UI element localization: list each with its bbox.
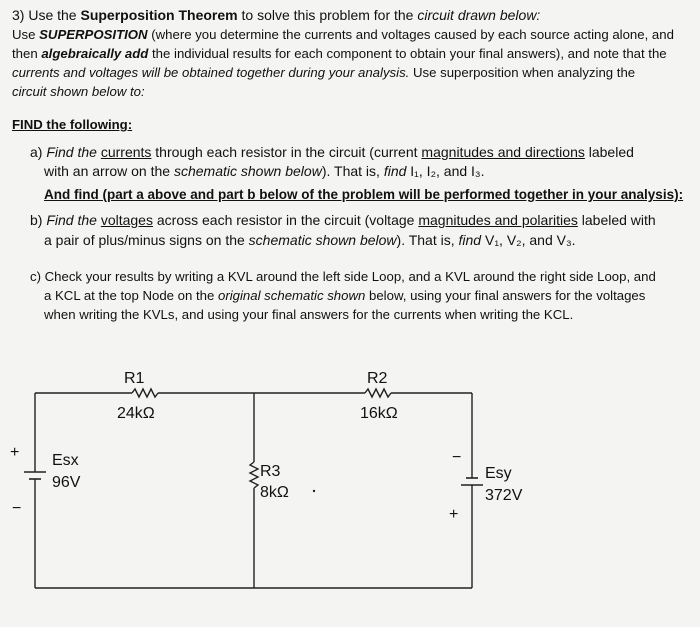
r2-value: 16kΩ	[360, 405, 398, 422]
part-a-note: And find (part a above and part b below of the problem will be performed together in your analysis):	[44, 187, 684, 202]
esx-value: 96V	[52, 474, 81, 491]
r1-value: 24kΩ	[117, 405, 155, 422]
intro-line-3: then algebraically add the individual results for each component to obtain your final answers), and note that the	[12, 46, 667, 61]
r3-value: 8kΩ	[260, 484, 289, 501]
r1-name: R1	[124, 370, 145, 387]
esx-minus-sign: −	[12, 500, 22, 517]
r2-resistor	[365, 389, 391, 397]
esy-name: Esy	[485, 465, 512, 482]
part-c-line-1: c) Check your results by writing a KVL around the left side Loop, and a KVL around the right side Loop, and	[30, 269, 656, 284]
intro-line-2: Use SUPERPOSITION (where you determine the currents and voltages caused by each source acting alone, and	[12, 27, 674, 42]
esy-minus-sign: −	[452, 449, 462, 466]
r1-resistor	[132, 389, 158, 397]
esx-name: Esx	[52, 452, 79, 469]
part-a-line-1: a) Find the currents through each resistor in the circuit (current magnitudes and directions labeled	[30, 144, 634, 160]
r3-resistor	[250, 462, 258, 488]
intro-line-1: 3) Use the Superposition Theorem to solve this problem for the circuit drawn below:	[12, 7, 541, 23]
part-c-line-3: when writing the KVLs, and using your final answers for the currents when writing the KCL.	[44, 307, 574, 322]
stray-dot	[313, 490, 315, 492]
esy-value: 372V	[485, 487, 523, 504]
part-a-line-2: with an arrow on the schematic shown below). That is, find I₁, I₂, and I₃.	[44, 163, 485, 179]
part-c-line-2: a KCL at the top Node on the original schematic shown below, using your final answers for the voltages	[44, 288, 646, 303]
find-heading: FIND the following:	[12, 117, 133, 132]
intro-line-5: circuit shown below to:	[12, 84, 145, 99]
part-b-line-1: b) Find the voltages across each resistor in the circuit (voltage magnitudes and polarities labeled with	[30, 212, 656, 228]
r2-name: R2	[367, 370, 388, 387]
part-b-line-2: a pair of plus/minus signs on the schematic shown below). That is, find V₁, V₂, and V₃.	[44, 232, 576, 248]
esy-plus-sign: +	[449, 506, 459, 523]
r3-name: R3	[260, 463, 281, 480]
esx-plus-sign: +	[10, 444, 20, 461]
intro-line-4: currents and voltages will be obtained together during your analysis. Use superposition when analyzing the	[12, 65, 636, 80]
